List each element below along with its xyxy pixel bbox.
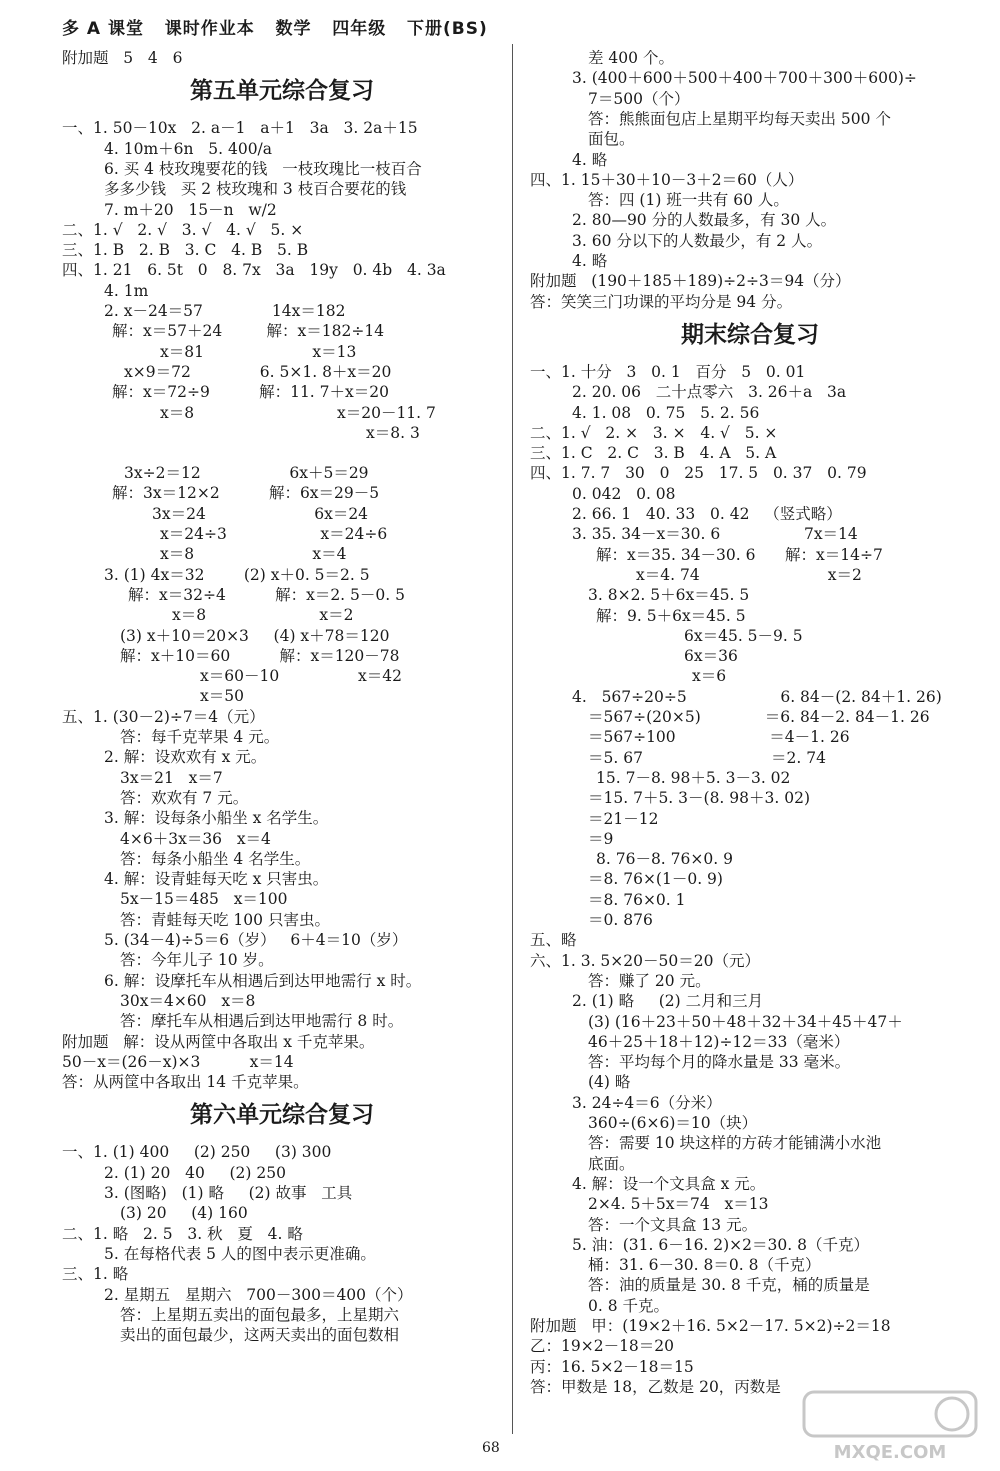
answer-line: 答：每千克苹果 4 元。: [120, 728, 280, 746]
answer-line: 4. 解：设一个文具盒 x 元。: [572, 1174, 766, 1193]
answer-line: 3x＝24 6x＝24: [152, 504, 369, 523]
answer-line: 3. 35. 34－x＝30. 6 7x＝14: [572, 525, 858, 544]
answer-line: 桶：31. 6－30. 8＝0. 8（千克）: [588, 1256, 821, 1275]
answer-line: 8. 76－8. 76×0. 9: [596, 850, 733, 869]
answer-line: x＝8 x＝4: [160, 545, 347, 564]
answer-line: 一、1. (1) 400 (2) 250 (3) 300: [62, 1143, 332, 1162]
answer-line: 2. 66. 1 40. 33 0. 42 （竖式略）: [572, 505, 842, 523]
answer-line: 五、1. (30－2)÷7＝4（元）: [62, 707, 265, 726]
answer-line: 7. m＋20 15－n w/2: [104, 200, 277, 219]
answer-line: 附加题 解：设从两筐中各取出 x 千克苹果。: [62, 1032, 375, 1051]
answer-line: 3. (1) 4x＝32 (2) x＋0. 5＝2. 5: [104, 565, 370, 584]
answer-line: 7＝500（个）: [588, 89, 690, 108]
answer-line: 二、1. √ 2. √ 3. √ 4. √ 5. ×: [62, 220, 304, 239]
answer-line: 卖出的面包最少，这两天卖出的面包数相: [120, 1326, 400, 1345]
answer-line: 四、1. 7. 7 30 0 25 17. 5 0. 37 0. 79: [530, 464, 867, 483]
answer-line: 4. 略: [572, 252, 608, 270]
answer-line: 附加题 (190＋185＋189)÷2÷3＝94（分）: [530, 272, 851, 291]
answer-line: x×9＝72 6. 5×1. 8＋x＝20: [124, 362, 392, 381]
answer-line: 多多少钱 买 2 枝玫瑰和 3 枝百合要花的钱: [104, 180, 407, 199]
answer-line: 6x＝36: [684, 647, 738, 666]
answer-line: 二、1. 略 2. 5 3. 秋 夏 4. 略: [62, 1224, 303, 1243]
answer-line: 3. (图略) (1) 略 (2) 故事 工具: [104, 1184, 353, 1202]
answer-line: 15. 7－8. 98＋5. 3－3. 02: [596, 768, 791, 787]
section-title: 第五单元综合复习: [190, 78, 374, 105]
answer-line: 2. 80—90 分的人数最多，有 30 人。: [572, 211, 837, 230]
answer-line: (4) 略: [588, 1073, 631, 1092]
answer-line: ＝15. 7＋5. 3－(8. 98＋3. 02): [588, 789, 810, 808]
answer-line: 六、1. 3. 5×20－50＝20（元）: [530, 951, 760, 970]
answer-line: 答：甲数是 18，乙数是 20，丙数是: [530, 1377, 781, 1396]
answer-line: 答：油的质量是 30. 8 千克，桶的质量是: [588, 1276, 870, 1295]
answer-line: 答：青蛙每天吃 100 只害虫。: [120, 910, 330, 929]
answer-line: 3x＝21 x＝7: [120, 768, 223, 787]
answer-line: 答：赚了 20 元。: [588, 971, 711, 990]
answer-line: 5. 在每格代表 5 人的图中表示更准确。: [104, 1244, 376, 1263]
answer-line: ＝567÷(20×5) ＝6. 84－2. 84－1. 26: [588, 708, 930, 726]
answer-line: x＝4. 74 x＝2: [636, 565, 862, 584]
answer-line: 4. 10m＋6n 5. 400/a: [104, 139, 273, 158]
answer-line: 6x＝45. 5－9. 5: [684, 626, 803, 645]
answer-line: ＝567÷100 ＝4－1. 26: [588, 728, 850, 747]
answer-line: ＝9: [588, 829, 614, 848]
answer-line: 4×6＋3x＝36 x＝4: [120, 829, 271, 848]
answer-line: x＝50: [200, 687, 244, 706]
answer-line: 2. (1) 20 40 (2) 250: [104, 1163, 286, 1182]
answer-line: x＝6: [692, 667, 727, 686]
watermark-logo: [800, 1388, 980, 1464]
answer-line: 6. 买 4 枝玫瑰要花的钱 一枝玫瑰比一枝百合: [104, 159, 422, 178]
page-number: 68: [482, 1440, 500, 1456]
answer-line: 解：x＝72÷9 解：11. 7＋x＝20: [112, 383, 389, 402]
answer-line: 4. 略: [572, 150, 608, 169]
answer-line: ＝5. 67 ＝2. 74: [588, 748, 826, 767]
answer-line: x＝8 x＝2: [172, 606, 354, 625]
answer-line: 2×4. 5＋5x＝74 x＝13: [588, 1195, 769, 1214]
answer-line: (3) 20 (4) 160: [120, 1204, 248, 1223]
answer-line: x＝60－10 x＝42: [200, 667, 402, 686]
answer-line: ＝8. 76×(1－0. 9): [588, 870, 723, 889]
answer-line: 面包。: [588, 130, 635, 149]
answer-line: 答：从两筐中各取出 14 千克苹果。: [62, 1073, 309, 1092]
answer-line: 3. 解：设每条小船坐 x 名学生。: [104, 809, 329, 828]
answer-line: 0. 8 千克。: [588, 1296, 670, 1315]
answer-line: 答：平均每个月的降水量是 33 毫米。: [588, 1053, 851, 1072]
answer-line: 答：一个文具盒 13 元。: [588, 1215, 758, 1234]
answer-line: 答：摩托车从相遇后到达甲地需行 8 时。: [120, 1012, 404, 1031]
column-divider: [512, 44, 513, 1434]
answer-line: 2. x－24＝57 14x＝182: [104, 302, 346, 320]
answer-line: 5. (34－4)÷5＝6（岁） 6＋4＝10（岁）: [104, 931, 408, 949]
answer-line: 四、1. 21 6. 5t 0 8. 7x 3a 19y 0. 4b 4. 3a: [62, 261, 446, 280]
answer-line: 46＋25＋18＋12)÷12＝33（毫米）: [588, 1032, 850, 1051]
answer-line: 解：x＝57＋24 解：x＝182÷14: [112, 322, 385, 341]
answer-line: 三、1. B 2. B 3. C 4. B 5. B: [62, 241, 309, 260]
answer-line: 3. 24÷4＝6（分米）: [572, 1093, 722, 1112]
answer-line: 3. 8×2. 5＋6x＝45. 5: [588, 586, 750, 605]
page-header: 多 A 课堂 课时作业本 数学 四年级 下册(BS): [62, 19, 488, 39]
answer-line: 3x÷2＝12 6x＋5＝29: [124, 464, 369, 483]
answer-line: 底面。: [588, 1154, 635, 1173]
answer-line: 0. 042 0. 08: [572, 484, 676, 503]
answer-line: 6. 解：设摩托车从相遇后到达甲地需行 x 时。: [104, 971, 422, 990]
answer-line: 答：四 (1) 班一共有 60 人。: [588, 191, 789, 210]
answer-line: 3. 60 分以下的人数最少，有 2 人。: [572, 231, 823, 250]
answer-line: 附加题 甲：(19×2＋16. 5×2－17. 5×2)÷2＝18: [530, 1317, 891, 1335]
answer-line: 三、1. C 2. C 3. B 4. A 5. A: [530, 444, 777, 463]
answer-line: 解：3x＝12×2 解：6x＝29－5: [112, 484, 380, 503]
answer-line: x＝81 x＝13: [160, 342, 357, 361]
answer-line: 4. 1. 08 0. 75 5. 2. 56: [572, 403, 760, 422]
answer-line: 360÷(6×6)＝10（块）: [588, 1114, 758, 1132]
answer-line: 附加题 5 4 6: [62, 49, 183, 67]
answer-line: 四、1. 15＋30＋10－3＋2＝60（人）: [530, 170, 804, 189]
answer-line: 答：欢欢有 7 元。: [120, 788, 249, 807]
answer-line: 乙：19×2－18＝20: [530, 1337, 675, 1356]
answer-line: 答：每条小船坐 4 名学生。: [120, 849, 311, 868]
answer-line: 解：x＝35. 34－30. 6 解：x＝14÷7: [596, 545, 883, 564]
answer-line: 解：9. 5＋6x＝45. 5: [596, 606, 746, 625]
answer-line: 2. 解：设欢欢有 x 元。: [104, 748, 267, 767]
answer-line: 30x＝4×60 x＝8: [120, 991, 256, 1010]
answer-line: 2. 20. 06 二十点零六 3. 26＋a 3a: [572, 383, 847, 402]
answer-line: 三、1. 略: [62, 1265, 129, 1284]
answer-line: 丙：16. 5×2－18＝15: [530, 1357, 694, 1376]
answer-line: x＝8. 3: [366, 423, 420, 442]
answer-line: 2. 星期五 星期六 700－300＝400（个）: [104, 1285, 413, 1304]
answer-line: 一、1. 十分 3 0. 1 百分 5 0. 01: [530, 362, 806, 381]
answer-line: ＝21－12: [588, 809, 659, 828]
answer-line: (3) (16＋23＋50＋48＋32＋34＋45＋47＋: [588, 1012, 903, 1031]
answer-line: 答：上星期五卖出的面包最多，上星期六: [120, 1305, 400, 1324]
answer-line: 2. (1) 略 (2) 二月和三月: [572, 992, 764, 1011]
answer-line: 5. 油：(31. 6－16. 2)×2＝30. 8（千克）: [572, 1235, 869, 1254]
answer-line: 一、1. 50－10x 2. a－1 a＋1 3a 3. 2a＋15: [62, 119, 418, 138]
watermark-text: MXQE.COM: [833, 1442, 947, 1463]
section-title: 第六单元综合复习: [190, 1102, 374, 1129]
answer-line: ＝0. 876: [588, 911, 653, 929]
answer-line: 答：笑笑三门功课的平均分是 94 分。: [530, 292, 793, 311]
answer-line: 4. 1m: [104, 281, 149, 300]
answer-line: 答：需要 10 块这样的方砖才能铺满小水池: [588, 1134, 882, 1153]
answer-line: 五、略: [530, 931, 577, 950]
answer-line: 4. 567÷20÷5 6. 84－(2. 84＋1. 26): [572, 687, 942, 706]
answer-line: 3. (400＋600＋500＋400＋700＋300＋600)÷: [572, 69, 917, 88]
answer-line: 二、1. √ 2. × 3. × 4. √ 5. ×: [530, 423, 778, 442]
answer-line: x＝8 x＝20－11. 7: [160, 403, 436, 422]
answer-line: 5x－15＝485 x＝100: [120, 890, 288, 909]
answer-line: 4. 解：设青蛙每天吃 x 只害虫。: [104, 870, 329, 889]
answer-line: 差 400 个。: [588, 49, 674, 67]
answer-line: x＝24÷3 x＝24÷6: [160, 525, 388, 543]
answer-line: 解：x＝32÷4 解：x＝2. 5－0. 5: [128, 585, 405, 604]
answer-line: 答：熊熊面包店上星期平均每天卖出 500 个: [588, 109, 891, 128]
answer-line: (3) x＋10＝20×3 (4) x＋78＝120: [120, 626, 390, 645]
answer-line: 50－x＝(26－x)×3 x＝14: [62, 1052, 294, 1071]
answer-line: ＝8. 76×0. 1: [588, 890, 686, 909]
section-title: 期末综合复习: [681, 321, 819, 348]
answer-line: 答：今年儿子 10 岁。: [120, 951, 274, 970]
answer-line: 解：x＋10＝60 解：x＝120－78: [120, 646, 400, 665]
